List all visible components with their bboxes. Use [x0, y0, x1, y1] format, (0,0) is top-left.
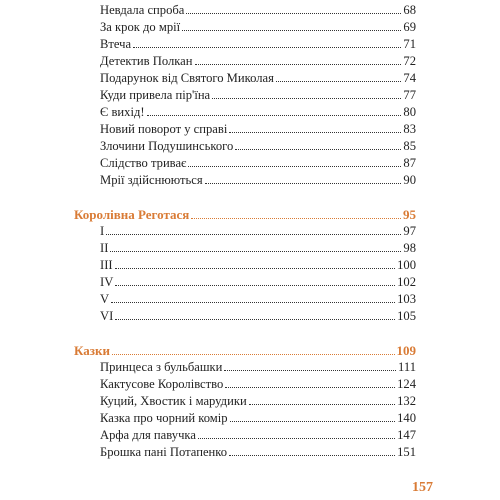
toc-entry-title: VI	[100, 309, 114, 323]
toc-entry-page: 147	[397, 428, 416, 442]
toc-entry	[100, 37, 416, 53]
dot-leader	[188, 166, 401, 167]
toc-entry-title: IV	[100, 275, 114, 289]
dot-leader	[106, 234, 401, 235]
dot-leader	[133, 47, 401, 48]
toc-entry-page: 72	[403, 54, 416, 68]
toc-section-title: Казки	[74, 343, 110, 358]
toc-entry	[100, 224, 416, 240]
toc-entry-page: 102	[397, 275, 416, 289]
toc-entry-title: Брошка пані Потапенко	[100, 445, 228, 459]
toc-entry	[100, 3, 416, 19]
toc-entry-page: 132	[397, 394, 416, 408]
dot-leader	[225, 387, 395, 388]
dot-leader	[230, 421, 396, 422]
dot-leader	[224, 370, 396, 371]
toc-entry	[100, 156, 416, 172]
toc-entry	[100, 360, 416, 376]
dot-leader	[198, 438, 395, 439]
dot-leader	[229, 455, 395, 456]
toc-entry-page: 80	[403, 105, 416, 119]
toc-entry-page: 124	[397, 377, 416, 391]
toc-entry-page: 151	[397, 445, 416, 459]
toc-section-heading	[74, 207, 416, 223]
page-number: 157	[412, 480, 433, 495]
toc-entry-page: 83	[403, 122, 416, 136]
toc-entry	[100, 309, 416, 325]
toc-entry-title: Арфа для павучка	[100, 428, 196, 442]
dot-leader	[115, 268, 396, 269]
toc-entry-page: 87	[403, 156, 416, 170]
toc-entry-title: За крок до мрії	[100, 20, 181, 34]
toc-entry-page: 97	[403, 224, 416, 238]
dot-leader	[115, 319, 395, 320]
toc-entry	[100, 258, 416, 274]
toc-entry-title: Куций, Хвостик і марудики	[100, 394, 247, 408]
toc-entry	[100, 88, 416, 104]
dot-leader	[147, 115, 402, 116]
dot-leader	[115, 285, 395, 286]
toc-entry	[100, 428, 416, 444]
toc-entry	[100, 71, 416, 87]
toc-entry-page: 98	[403, 241, 416, 255]
toc-entry-title: Кактусове Королівство	[100, 377, 224, 391]
toc-entry	[100, 292, 416, 308]
toc-entry-page: 103	[397, 292, 416, 306]
toc-entry-page: 140	[397, 411, 416, 425]
toc-entry-title: Новий поворот у справі	[100, 122, 228, 136]
toc-entry	[100, 275, 416, 291]
toc-entry-page: 68	[403, 3, 416, 17]
toc-entry	[100, 394, 416, 410]
dot-leader	[276, 81, 402, 82]
toc-entry	[100, 20, 416, 36]
toc-entry-title: III	[100, 258, 113, 272]
dot-leader	[191, 218, 401, 219]
toc-entry	[100, 241, 416, 257]
dot-leader	[249, 404, 395, 405]
toc-entry	[100, 139, 416, 155]
toc-entry	[100, 173, 416, 189]
dot-leader	[205, 183, 402, 184]
toc-entry-title: Є вихід!	[100, 105, 145, 119]
toc-entry-page: 71	[403, 37, 416, 51]
toc-section-title: Королівна Реготася	[74, 207, 190, 222]
toc-entry-title: I	[100, 224, 105, 238]
toc-entry-title: Втеча	[100, 37, 132, 51]
toc-entry	[100, 445, 416, 461]
toc-entry-page: 69	[403, 20, 416, 34]
toc-entry-title: Детектив Полкан	[100, 54, 193, 68]
toc-section-page: 95	[403, 207, 416, 222]
toc-entry-title: Злочини Подушинського	[100, 139, 234, 153]
toc-entry-title: Казка про чорний комір	[100, 411, 228, 425]
dot-leader	[195, 64, 402, 65]
toc-entry-title: Подарунок від Святого Миколая	[100, 71, 274, 85]
toc-entry-title: Слідство триває	[100, 156, 187, 170]
toc-entry	[100, 105, 416, 121]
dot-leader	[212, 98, 401, 99]
toc-entry-page: 111	[398, 360, 416, 374]
toc-entry-page: 90	[403, 173, 416, 187]
toc-entry-page: 105	[397, 309, 416, 323]
toc-entry-title: II	[100, 241, 109, 255]
toc-entry	[100, 411, 416, 427]
dot-leader	[182, 30, 401, 31]
toc-section-heading	[74, 343, 416, 359]
toc-section-page: 109	[396, 343, 416, 358]
dot-leader	[110, 251, 401, 252]
dot-leader	[186, 13, 401, 14]
dot-leader	[112, 354, 395, 355]
toc-entry	[100, 122, 416, 138]
toc-entry-page: 85	[403, 139, 416, 153]
toc-entry	[100, 54, 416, 70]
toc-entry-title: Невдала спроба	[100, 3, 185, 17]
toc-entry-title: Мрії здійснюються	[100, 173, 203, 187]
toc-entry-page: 77	[403, 88, 416, 102]
toc-entry-title: Принцеса з бульбашки	[100, 360, 223, 374]
toc-entry	[100, 377, 416, 393]
toc-entry-page: 74	[403, 71, 416, 85]
dot-leader	[229, 132, 401, 133]
toc-entry-title: Куди привела пір'їна	[100, 88, 211, 102]
dot-leader	[235, 149, 401, 150]
toc-entry-title: V	[100, 292, 110, 306]
dot-leader	[111, 302, 395, 303]
toc-entry-page: 100	[397, 258, 416, 272]
